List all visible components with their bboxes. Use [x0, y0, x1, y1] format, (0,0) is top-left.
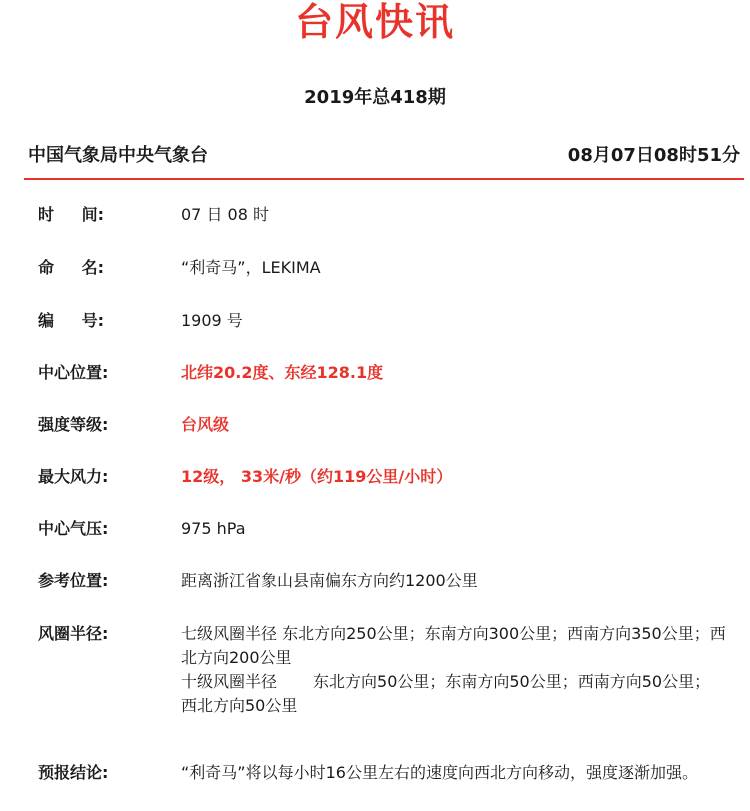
field-label-center-pressure: 中心气压: [38, 519, 109, 538]
field-label-intensity-level: 强度等级: [38, 415, 109, 434]
field-label-time [38, 203, 158, 227]
field-label-name-part1: 命 [38, 258, 55, 277]
field-label-time-part2: 间: [81, 205, 104, 224]
field-value-wind-radius [181, 622, 726, 718]
field-value-time: 07 日 08 时 [181, 205, 269, 224]
header-divider [24, 178, 744, 180]
field-label-name-part2: 名: [81, 258, 104, 277]
field-value-center-pressure: 975 hPa [181, 519, 246, 538]
bulletin-title: 台风快讯 [294, 0, 455, 44]
field-label-name [38, 256, 158, 280]
wind-radius-grade10-detail: 东北方向50公里；东南方向50公里；西南方向50公里；西北方向50公里 [181, 672, 711, 715]
field-value-max-wind: 12级， 33米/秒（约119公里/小时） [181, 467, 453, 486]
field-label-forecast: 预报结论: [38, 763, 109, 782]
field-value-number: 1909 号 [181, 311, 243, 330]
field-label-number-part1: 编 [38, 311, 55, 330]
issue-number: 2019年总418期 [304, 87, 446, 108]
wind-radius-grade7: 七级风圈半径 东北方向250公里；东南方向300公里；西南方向350公里；西北方向200公里 [181, 624, 726, 667]
field-label-number [38, 309, 158, 333]
wind-radius-grade10-prefix: 十级风圈半径 [181, 672, 278, 691]
wind-radius-grade10 [181, 670, 726, 718]
field-value-intensity-level: 台风级 [181, 415, 230, 434]
field-value-reference-position: 距离浙江省象山县南偏东方向约1200公里 [181, 571, 478, 590]
field-label-center-position: 中心位置: [38, 363, 109, 382]
field-value-name: “利奇马”，LEKIMA [181, 258, 321, 277]
field-label-number-part2: 号: [81, 311, 104, 330]
field-label-max-wind: 最大风力: [38, 467, 109, 486]
field-label-time-part1: 时 [38, 205, 55, 224]
field-value-center-position: 北纬20.2度、东经128.1度 [181, 363, 384, 382]
issuing-agency: 中国气象局中央气象台 [28, 145, 208, 166]
field-label-wind-radius: 风圈半径: [38, 624, 109, 643]
issue-datetime: 08月07日08时51分 [567, 145, 740, 166]
field-value-forecast: “利奇马”将以每小时16公里左右的速度向西北方向移动，强度逐渐加强。 [181, 763, 698, 782]
field-label-reference-position: 参考位置: [38, 571, 109, 590]
